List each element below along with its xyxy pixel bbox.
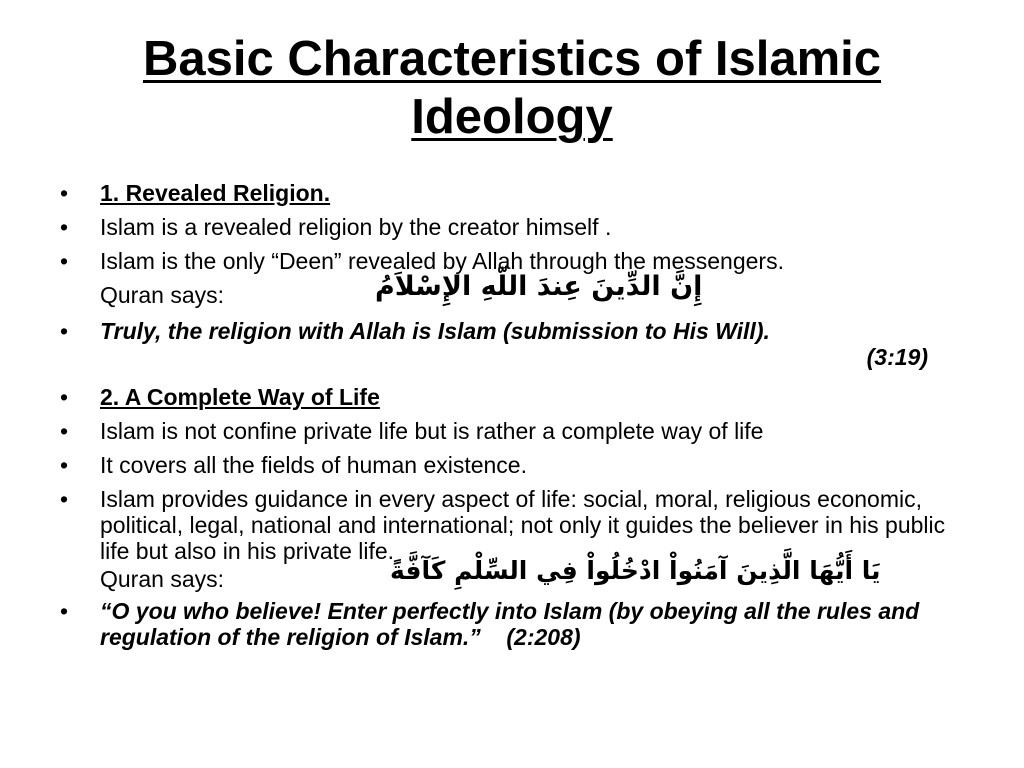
bullet-dot: •	[60, 418, 69, 444]
bullet-list	[58, 180, 978, 658]
bullet-dot: •	[60, 318, 69, 344]
list-item	[58, 486, 978, 594]
bullet-dot: •	[60, 214, 69, 240]
verse-translation: Truly, the religion with Allah is Islam (submission to His Will).	[100, 318, 770, 344]
bullet-dot: •	[60, 598, 69, 624]
list-item	[58, 248, 978, 312]
list-item	[58, 214, 978, 240]
section-heading-revealed-religion: 1. Revealed Religion.	[100, 180, 331, 206]
bullet-text: Islam is not confine private life but is rather a complete way of life	[100, 418, 764, 444]
bullet-text: Islam provides guidance in every aspect of life: social, moral, religious economic, political, legal, national and international; not only it guides the believer in his public life but also in his private life.	[100, 486, 946, 564]
bullet-text: Islam is the only “Deen” revealed by Allah through the messengers.	[100, 248, 784, 274]
bullet-text: It covers all the fields of human existence.	[100, 452, 527, 478]
list-item	[58, 180, 978, 206]
arabic-verse: يَا أَيُّهَا الَّذِينَ آمَنُواْ ادْخُلُواْ فِي السِّلْمِ كَآفَّةً	[390, 556, 881, 585]
list-item	[58, 598, 978, 650]
bullet-dot: •	[60, 486, 69, 512]
list-item	[58, 318, 978, 370]
verse-reference: (2:208)	[506, 624, 581, 650]
verse-translation: “O you who believe! Enter perfectly into Islam (by obeying all the rules and regulation of the religion of Islam.”	[100, 598, 920, 650]
quran-quote-line	[100, 271, 978, 312]
bullet-dot: •	[60, 248, 69, 274]
bullet-dot: •	[60, 180, 69, 206]
verse-reference: (3:19)	[866, 344, 928, 370]
quran-quote-line	[100, 556, 978, 594]
arabic-verse: إِنَّ الدِّينَ عِندَ اللّهِ الإِسْلاَمُ	[375, 271, 703, 302]
quran-label: Quran says:	[100, 566, 224, 592]
slide-title: Basic Characteristics of Islamic Ideology	[142, 32, 882, 144]
list-item	[58, 452, 978, 478]
list-item	[58, 418, 978, 444]
bullet-text: Islam is a revealed religion by the creator himself .	[100, 214, 612, 240]
list-item	[58, 384, 978, 410]
section-heading-complete-way-of-life: 2. A Complete Way of Life	[100, 384, 380, 410]
quran-label: Quran says:	[100, 282, 224, 308]
bullet-dot: •	[60, 452, 69, 478]
bullet-dot: •	[60, 384, 69, 410]
